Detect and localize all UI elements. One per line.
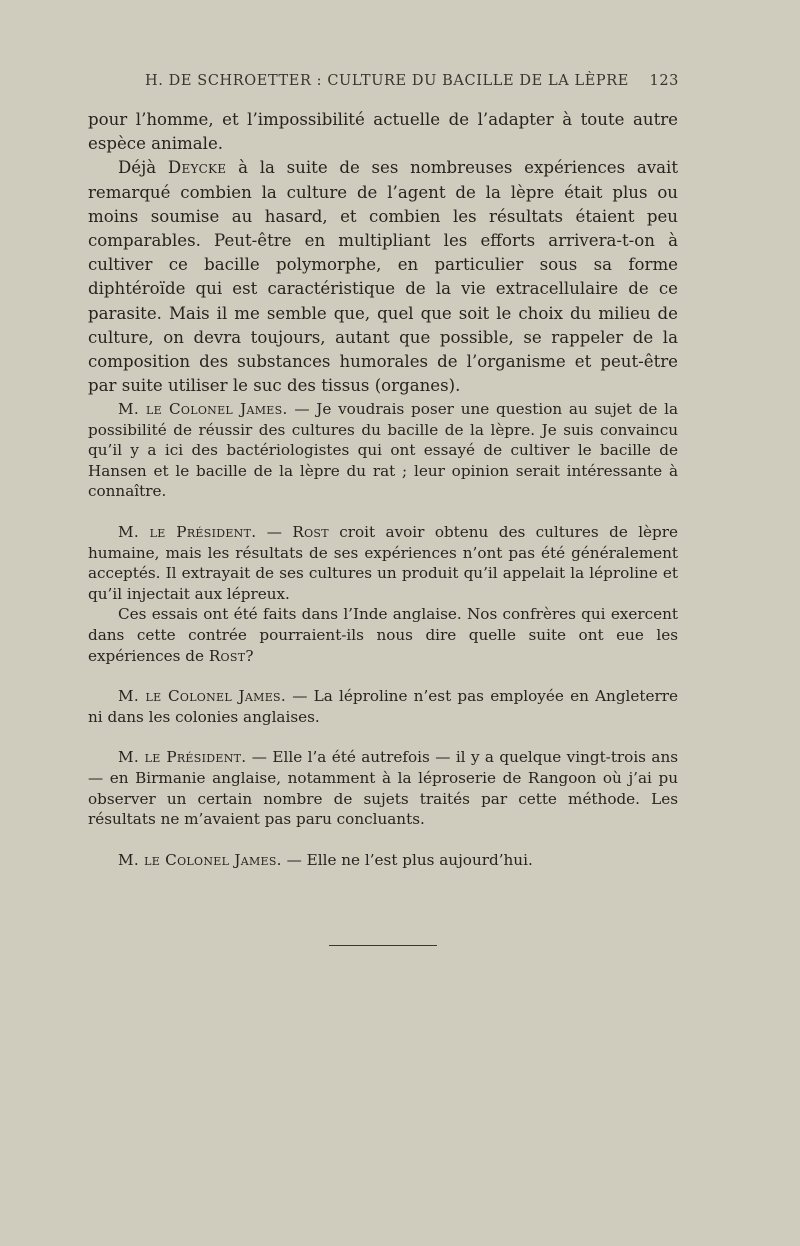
- punctuation: ?: [245, 646, 254, 665]
- paragraph-2-body: à la suite de ses nombreuses expériences avait remarqué combien la culture de l’agent de la lèpre était plus ou moins soumise au hasard, et combien les résultats étaient peu comparables. Peut-être en multipliant les efforts arrivera-t-on à cultiver ce bacille polymorphe, en particulier sous sa forme diphtéroïde qui est caractéristique de la vie extracellulaire de ce parasite. Mais il me semble que, quel que soit le choix du milieu de culture, on devra toujours, autant que possible, se rappeler de la composition des substances humorales de l’organisme et peut-être par suite utiliser le suc des tissus (organes).: [88, 158, 678, 396]
- page-number: 123: [649, 73, 679, 89]
- paragraph-1: pour l’homme, et l’impossibilité actuelle de l’adapter à toute autre espèce animale.: [88, 110, 678, 154]
- section-end-rule: [329, 945, 437, 946]
- speaker-text: — Je voudrais poser une question au sujet de la possibilité de réussir des cultures du bacille de la lèpre. Je suis convaincu qu’il y a ici des bactériologistes qui ont essayé de cultiver le bacille de Hansen et le bacille de la lèpre du rat ; leur opinion serait intéressante à connaître.: [88, 400, 678, 501]
- speaker-name: M. le Colonel James.: [118, 850, 282, 869]
- discussion-continuation: [88, 604, 678, 666]
- speaker-text: — Elle l’a été autrefois — il y a quelque vingt-trois ans — en Birmanie anglaise, notamment à la léproserie de Rangoon où j’ai pu observer un certain nombre de sujets traités par cette méthode. Les résultats ne m’avaient pas paru concluants.: [88, 748, 679, 829]
- discussion-entry: [88, 850, 678, 871]
- discussion-entry: [88, 522, 678, 604]
- speaker-name: M. le Colonel James.: [118, 400, 288, 418]
- paragraph-2: [88, 156, 678, 398]
- speaker-text: — La léproline n’est pas employée en Angleterre ni dans les colonies anglaises.: [88, 687, 678, 726]
- speaker-text: — Elle ne l’est plus aujourd’hui.: [281, 850, 533, 869]
- author-name-rost: Rost: [292, 522, 329, 541]
- speaker-name: M. le Président.: [118, 522, 257, 541]
- speaker-text: croit avoir obtenu des cultures de lèpre humaine, mais les résultats de ses expériences n’ont pas été généralement acceptés. Il extrayait de ses cultures un produit qu’il appelait la léproline et qu’il injectait aux lépreux.: [88, 522, 679, 603]
- author-name-rost: Rost: [208, 646, 246, 665]
- discussion: [88, 399, 678, 870]
- discussion-entry: [88, 686, 678, 727]
- running-title: H. DE SCHROETTER : CULTURE DU BACILLE DE LA LÈPRE: [145, 73, 629, 89]
- discussion-entry: [88, 399, 678, 502]
- speaker-name: M. le Président.: [118, 748, 247, 767]
- discussion-entry: [88, 747, 678, 829]
- main-text: [88, 108, 678, 398]
- paragraph-2-lead: Déjà: [118, 158, 168, 178]
- separator: —: [256, 522, 293, 541]
- speaker-name: M. le Colonel James.: [118, 687, 286, 706]
- speaker-text: Ces essais ont été faits dans l’Inde anglaise. Nos confrères qui exercent dans cette contrée pourraient-ils nous dire quelle suite ont eue les expériences de: [88, 605, 678, 665]
- author-name-deycke: Deycke: [167, 158, 227, 178]
